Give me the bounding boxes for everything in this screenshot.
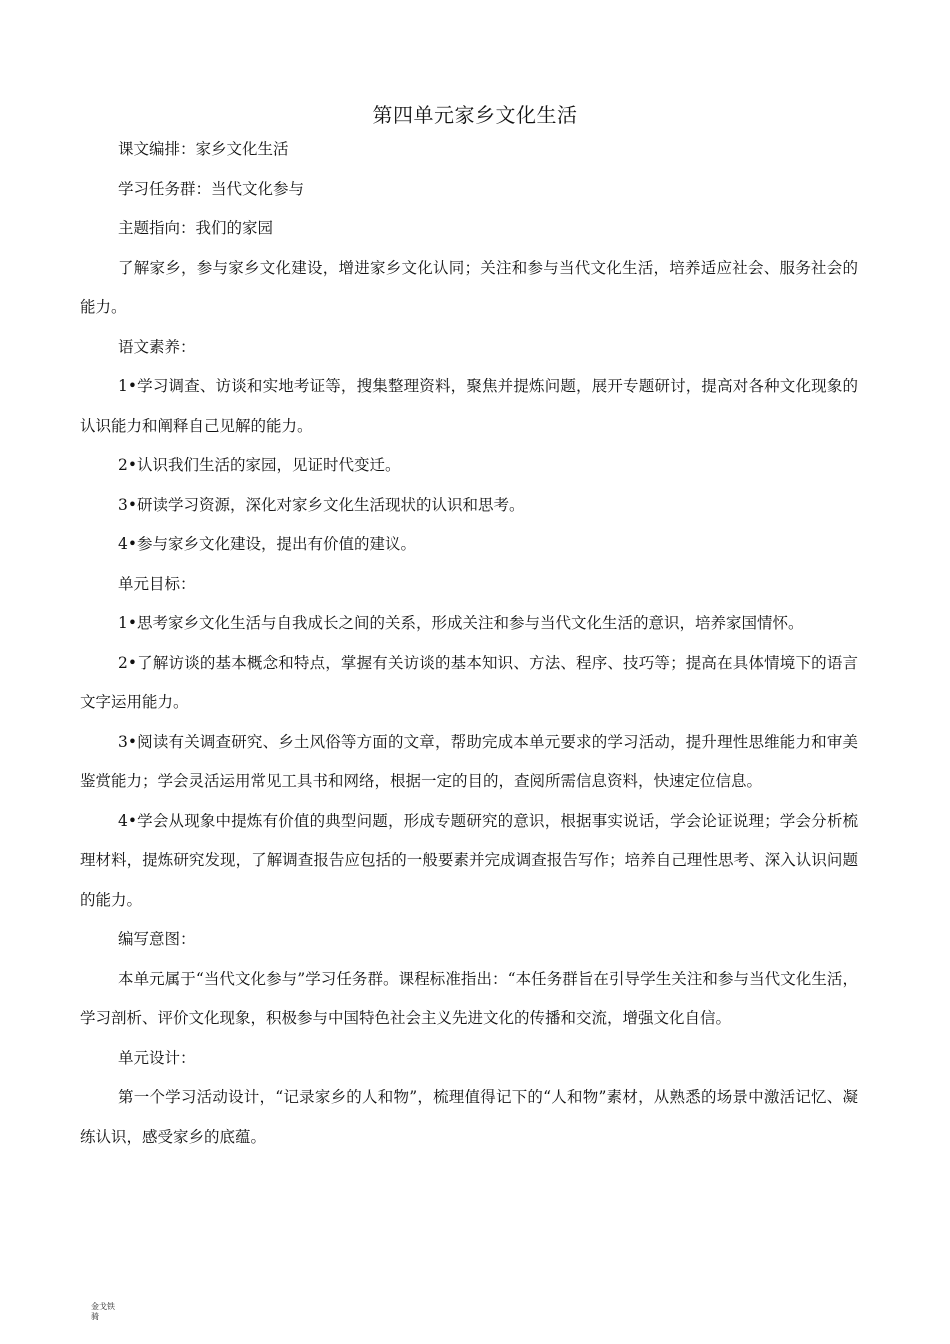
literacy-item-4: 4•参与家乡文化建设，提出有价值的建议。 bbox=[118, 535, 417, 553]
literacy-item-1: 1•学习调查、访谈和实地考证等，搜集整理资料，聚焦并提炼问题，展开专题研讨，提高对各种文化现象的认识能力和阐释自己见解的能力。 bbox=[80, 377, 858, 435]
paragraph-theme: 主题指向：我们的家园 bbox=[118, 219, 274, 237]
paragraph-intro: 了解家乡，参与家乡文化建设，增进家乡文化认同；关注和参与当代文化生活，培养适应社会、服务社会的能力。 bbox=[80, 258, 858, 316]
goal-item-4: 4•学会从现象中提炼有价值的典型问题，形成专题研究的意识，根据事实说话，学会论证说理；学会分析梳理材料，提炼研究发现，了解调查报告应包括的一般要素并完成调查报告写作；培养自己理性思考、深入认识问题的能力。 bbox=[80, 811, 858, 909]
heading-literacy: 语文素养： bbox=[118, 337, 196, 356]
goal-item-3: 3•阅读有关调查研究、乡土风俗等方面的文章，帮助完成本单元要求的学习活动，提升理性思维能力和审美鉴赏能力；学会灵活运用常见工具书和网络，根据一定的目的，查阅所需信息资料，快速定位信息。 bbox=[80, 732, 858, 790]
goal-item-2: 2•了解访谈的基本概念和特点，掌握有关访谈的基本知识、方法、程序、技巧等；提高在具体情境下的语言文字运用能力。 bbox=[80, 653, 858, 711]
literacy-item-3: 3•研读学习资源，深化对家乡文化生活现状的认识和思考。 bbox=[118, 495, 525, 514]
paragraph-unit-design: 第一个学习活动设计，“记录家乡的人和物”，梳理值得记下的“人和物”素材，从熟悉的场景中激活记忆、凝练认识，感受家乡的底蕴。 bbox=[80, 1088, 858, 1146]
paragraph-writing-intent: 本单元属于“当代文化参与”学习任务群。课程标准指出：“本任务群旨在引导学生关注和参与当代文化生活，学习剖析、评价文化现象，积极参与中国特色社会主义先进文化的传播和交流，增强文化自信。 bbox=[80, 969, 858, 1027]
heading-unit-goals: 单元目标： bbox=[118, 574, 196, 593]
paragraph-course-arrangement: 课文编排：家乡文化生活 bbox=[118, 140, 289, 158]
goal-item-1: 1•思考家乡文化生活与自我成长之间的关系，形成关注和参与当代文化生活的意识，培养家国情怀。 bbox=[118, 614, 804, 632]
heading-unit-design: 单元设计： bbox=[118, 1048, 196, 1067]
literacy-item-2: 2•认识我们生活的家园，见证时代变迁。 bbox=[118, 456, 401, 474]
document-title: 第四单元家乡文化生活 bbox=[372, 103, 578, 128]
paragraph-task-group: 学习任务群：当代文化参与 bbox=[118, 179, 305, 198]
document-body bbox=[80, 130, 858, 1157]
heading-writing-intent: 编写意图： bbox=[118, 930, 196, 948]
footer-watermark: 金戈铁骑 bbox=[91, 1302, 115, 1321]
